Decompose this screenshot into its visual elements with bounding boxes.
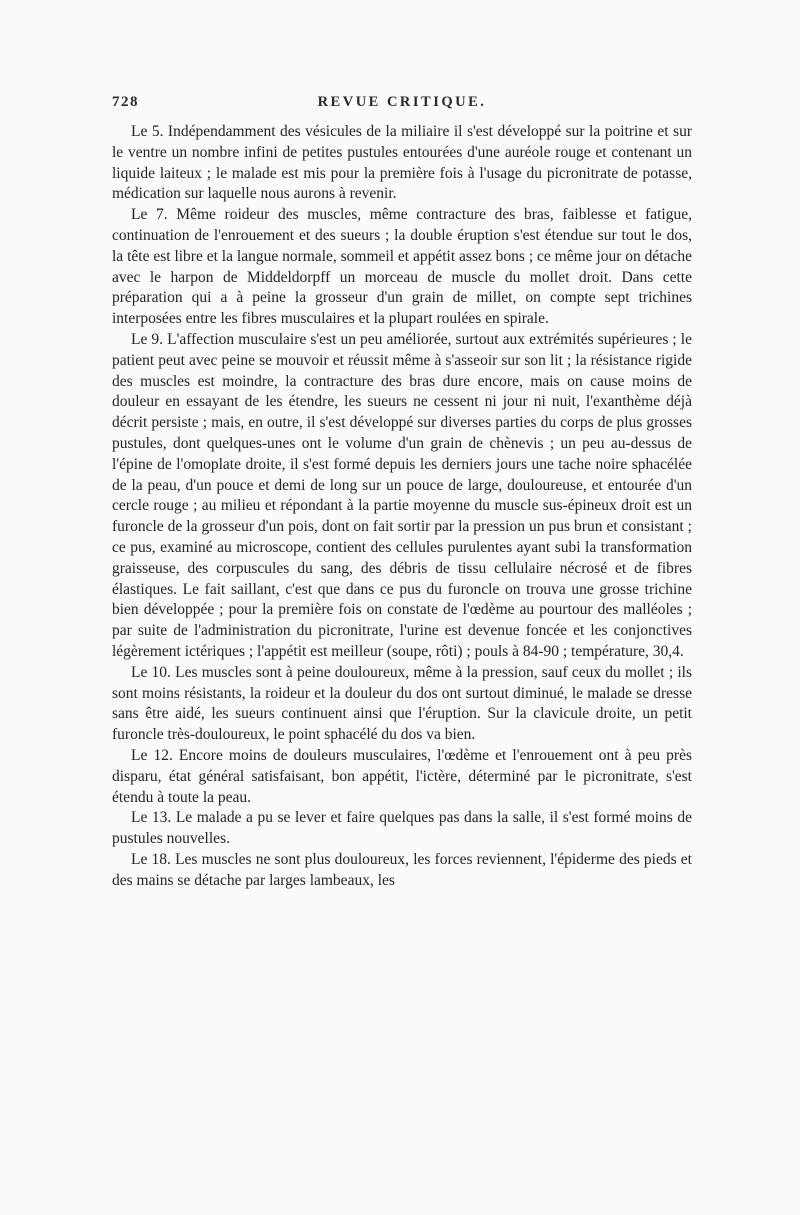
paragraph: Le 13. Le malade a pu se lever et faire quelques pas dans la salle, il s'est formé moins de pustules nouvelles. (112, 809, 692, 848)
paragraph: Le 7. Même roideur des muscles, même contracture des bras, faiblesse et fatigue, continuation de l'enrouement et des sueurs ; la double éruption s'est étendue sur tout le dos, la tête est libre et la langue normale, sommeil et appétit assez bons ; ce même jour on détache avec le harpon de Middeldorpff un morceau de muscle du mollet droit. Dans cette préparation qui a à peine la grosseur d'un grain de millet, on compte sept trichines interposées entre les fibres musculaires et la plupart roulées en spirale. (112, 206, 692, 328)
paragraph: Le 9. L'affection musculaire s'est un peu améliorée, surtout aux extrémités supérieures ; le patient peut avec peine se mouvoir et réussit même à s'asseoir sur son lit ; la résistance rigide des muscles est moindre, la contracture des bras dure encore, mais on cause moins de douleur en essayant de les étendre, les sueurs ne cessent ni jour ni nuit, l'exanthème déjà décrit persiste ; mais, en outre, il s'est développé sur diverses parties du corps de plus grosses pustules, dont quelques-unes ont le volume d'un grain de chènevis ; un peu au-dessus de l'épine de l'omoplate droite, il s'est formé depuis les derniers jours une tache noire sphacélée de la peau, d'un pouce et demi de long sur un pouce de large, douloureuse, et entourée d'un cercle rouge ; au milieu et répondant à la partie moyenne du muscle sus-épineux droit est un furoncle de la grosseur d'un pois, dont on fait sortir par la pression un pus brun et consistant ; ce pus, examiné au microscope, contient des cellules purulentes ayant subi la transformation graisseuse, des corpuscules du sang, des débris de tissu cellulaire nécrosé et de fibres élastiques. Le fait saillant, c'est que dans ce pus du furoncle on trouva une grosse trichine bien développée ; pour la première fois on constate de l'œdème au pourtour des malléoles ; par suite de l'administration du picronitrate, l'urine est devenue foncée et les conjonctives légèrement ictériques ; l'appétit est meilleur (soupe, rôti) ; pouls à 84-90 ; température, 30,4. (112, 330, 692, 660)
paragraph: Le 12. Encore moins de douleurs musculaires, l'œdème et l'enrouement ont à peu près disparu, état général satisfaisant, bon appétit, l'ictère, déterminé par le picronitrate, s'est étendu à toute la peau. (112, 746, 692, 806)
paragraph: Le 10. Les muscles sont à peine douloureux, même à la pression, sauf ceux du mollet ; ils sont moins résistants, la roideur et la douleur du dos ont surtout diminué, le malade se dresse sans être aidé, les sueurs continuent ainsi que l'éruption. Sur la clavicule droite, un petit furoncle très-douloureux, le point sphacélé du dos va bien. (112, 663, 692, 744)
page-number: 728 (112, 94, 139, 110)
body-text (112, 122, 692, 891)
text-block (112, 90, 692, 891)
paragraph: Le 18. Les muscles ne sont plus douloureux, les forces reviennent, l'épiderme des pieds et des mains se détache par larges lambeaux, les (112, 850, 692, 889)
running-title: REVUE CRITIQUE. (317, 94, 487, 110)
running-header (112, 90, 692, 116)
paragraph: Le 5. Indépendamment des vésicules de la miliaire il s'est développé sur la poitrine et sur le ventre un nombre infini de petites pustules entourées d'une auréole rouge et contenant un liquide laiteux ; le malade est mis pour la première fois à l'usage du picronitrate de potasse, médication sur laquelle nous aurons à revenir. (112, 123, 692, 203)
